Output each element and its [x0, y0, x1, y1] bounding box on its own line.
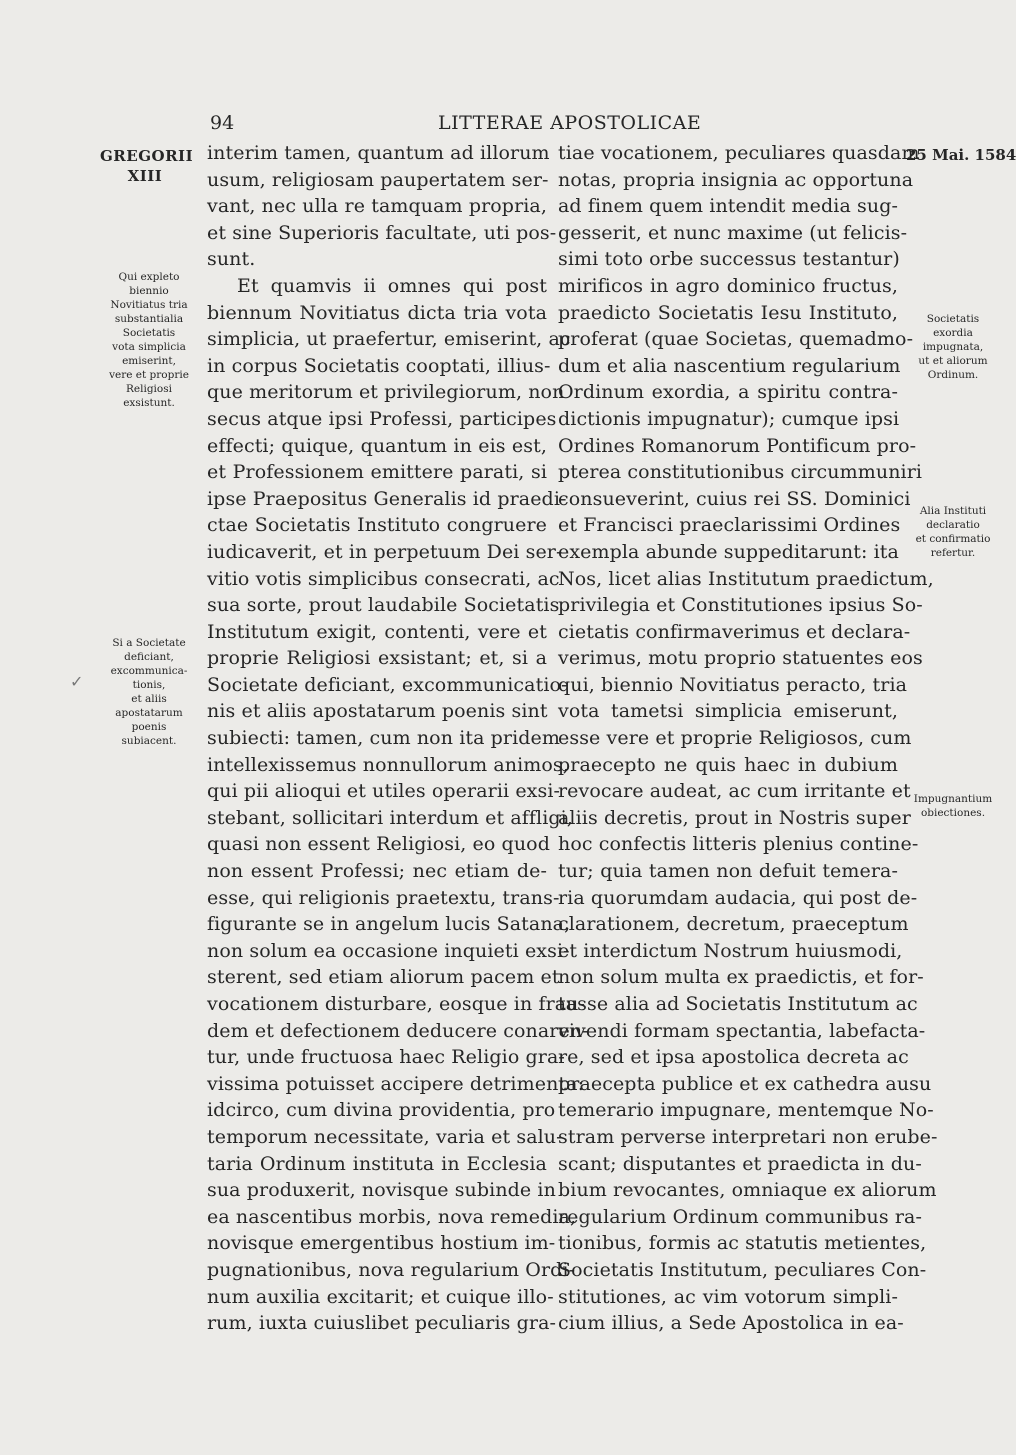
text-line: Nos, licet alias Institutum praedictum, [558, 567, 934, 590]
text-line: exempla abunde suppeditarunt: ita [558, 540, 899, 563]
text-line: revocare audeat, ac cum irritante et [558, 780, 911, 803]
text-line: verimus, motu proprio statuentes eos [558, 647, 923, 670]
text-line: sua sorte, prout laudabile Societatis [207, 594, 560, 617]
margin-note-right: Impugnantium obiectiones. [913, 793, 993, 819]
text-line: tur, unde fructuosa haec Religio gra- [207, 1046, 565, 1069]
text-line: vivendi formam spectantia, labefacta- [558, 1019, 926, 1042]
text-column-left [207, 140, 589, 1337]
text-line: Societate deficiant, excommunicatio- [207, 673, 568, 696]
text-line: ad finem quem intendit media sug- [558, 195, 898, 218]
pope-name-line: GREGORII [100, 147, 194, 165]
margin-note-right: Alia Instituti declaratio et confirmatio refertur. [915, 505, 991, 559]
text-line: iudicaverit, et in perpetuum Dei ser- [207, 540, 563, 563]
text-line: pugnationibus, nova regularium Ordi- [207, 1258, 576, 1281]
text-line: dum et alia nascentium regularium [558, 354, 901, 377]
text-line: temporum necessitate, varia et salu- [207, 1125, 563, 1148]
text-line: privilegia et Constitutiones ipsius So- [558, 594, 923, 617]
text-line: qui, biennio Novitiatus peracto, tria [558, 673, 908, 696]
document-date: 25 Mai. 1584 [906, 146, 1016, 164]
text-column-right [558, 140, 938, 1337]
text-line: tur; quia tamen non defuit temera- [558, 860, 898, 883]
text-line: pterea constitutionibus circummuniri [558, 461, 923, 484]
text-line: et Professionem emittere parati, si [207, 461, 547, 484]
text-line: vitio votis simplicibus consecrati, ac [207, 567, 560, 590]
text-line: esse, qui religionis praetextu, trans- [207, 886, 560, 909]
text-line: dem et defectionem deducere conaren- [207, 1019, 589, 1042]
text-line: sua produxerit, novisque subinde in [207, 1179, 556, 1202]
text-line: cium illius, a Sede Apostolica in ea- [558, 1312, 904, 1335]
text-line: proferat (quae Societas, quemadmo- [558, 328, 914, 351]
text-line: Et quamvis ii omnes qui post [237, 274, 547, 297]
text-line: usum, religiosam paupertatem ser- [207, 168, 549, 191]
text-line: et sine Superioris facultate, uti pos- [207, 221, 557, 244]
text-line: mirificos in agro dominico fructus, [558, 274, 898, 297]
text-line: quasi non essent Religiosi, eo quod [207, 833, 550, 856]
text-line: non essent Professi; nec etiam de- [207, 860, 547, 883]
text-line: in corpus Societatis cooptati, illius- [207, 354, 551, 377]
text-line: consueverint, cuius rei SS. Dominici [558, 487, 911, 510]
text-line: intellexissemus nonnullorum animos, [207, 753, 569, 776]
text-line: effecti; quique, quantum in eis est, [207, 434, 547, 457]
text-line: cietatis confirmaverimus et declara- [558, 620, 911, 643]
text-line: que meritorum et privilegiorum, non [207, 381, 565, 404]
text-line: vant, nec ulla re tamquam propria, [207, 195, 547, 218]
text-line: rum, iuxta cuiuslibet peculiaris gra- [207, 1312, 557, 1335]
margin-note-right: Societatis exordia impugnata, ut et aliorum Ordinum. [918, 313, 988, 381]
text-line: taria Ordinum instituta in Ecclesia [207, 1152, 547, 1175]
text-line: biennum Novitiatus dicta tria vota [207, 301, 547, 324]
text-line: tiae vocationem, peculiares quasdam [558, 142, 920, 164]
text-line: vota tametsi simplicia emiserunt, [558, 700, 898, 723]
margin-note-left: Si a Societate deficiant, excommunica- tionis, et aliis apostatarum poenis subiacent. [110, 637, 188, 747]
text-line: gesserit, et nunc maxime (ut felicis- [558, 221, 908, 244]
text-line: notas, propria insignia ac opportuna [558, 168, 914, 191]
text-line: ctae Societatis Instituto congruere [207, 514, 547, 537]
pencil-mark: ✓ [70, 672, 84, 691]
text-line: idcirco, cum divina providentia, pro [207, 1099, 556, 1122]
text-line: praedicto Societatis Iesu Instituto, [558, 301, 898, 324]
text-line: regularium Ordinum communibus ra- [558, 1205, 922, 1228]
text-line: sunt. [207, 248, 256, 271]
text-line: aliis decretis, prout in Nostris super [558, 806, 911, 829]
text-line: Ordinum exordia, a spiritu contra- [558, 381, 898, 404]
text-line: scant; disputantes et praedicta in du- [558, 1152, 922, 1175]
text-line: stitutiones, ac vim votorum simpli- [558, 1285, 898, 1308]
text-line: simplicia, ut praefertur, emiserint, ac [207, 328, 571, 351]
text-line: simi toto orbe successus testantur) [558, 248, 900, 271]
text-line: praecepta publice et ex cathedra ausu [558, 1072, 932, 1095]
text-line: stram perverse interpretari non erube- [558, 1125, 938, 1148]
text-line: secus atque ipsi Professi, participes [207, 407, 557, 430]
text-line: Ordines Romanorum Pontificum pro- [558, 434, 917, 457]
text-line: re, sed et ipsa apostolica decreta ac [558, 1046, 909, 1069]
text-line: ipse Praepositus Generalis id praedi- [207, 487, 567, 510]
page-number: 94 [210, 112, 235, 134]
text-line: non solum multa ex praedictis, et for- [558, 966, 924, 989]
text-line: ea nascentibus morbis, nova remedia, [207, 1205, 577, 1228]
text-line: proprie Religiosi exsistant; et, si a [207, 647, 547, 670]
pope-name [100, 146, 194, 186]
pope-name-line: XIII [127, 167, 163, 185]
text-line: clarationem, decretum, praeceptum [558, 913, 909, 936]
text-line: sterent, sed etiam aliorum pacem et [207, 966, 560, 989]
text-line: praecepto ne quis haec in dubium [558, 753, 898, 776]
text-line: novisque emergentibus hostium im- [207, 1232, 556, 1255]
text-line: interim tamen, quantum ad illorum [207, 142, 550, 164]
text-line: et interdictum Nostrum huiusmodi, [558, 939, 903, 962]
text-line: hoc confectis litteris plenius contine- [558, 833, 919, 856]
running-title: LITTERAE APOSTOLICAE [438, 112, 702, 134]
text-line: ria quorumdam audacia, qui post de- [558, 886, 918, 909]
margin-note-left: Qui expleto biennio Novitiatus tria substantialia Societatis vota simplicia emiserint, vere et proprie Religiosi exsistunt. [109, 271, 189, 409]
text-line: esse vere et proprie Religiosos, cum [558, 727, 912, 750]
text-line: tionibus, formis ac statutis metientes, [558, 1232, 927, 1255]
text-line: num auxilia excitarit; et cuique illo- [207, 1285, 554, 1308]
text-line: Societatis Institutum, peculiares Con- [558, 1258, 927, 1281]
text-line: stebant, sollicitari interdum et affligi, [207, 806, 573, 829]
text-line: qui pii alioqui et utiles operarii exsi- [207, 780, 561, 803]
text-line: Institutum exigit, contenti, vere et [207, 620, 547, 643]
text-line: vocationem disturbare, eosque in frau- [207, 993, 586, 1015]
text-line: non solum ea occasione inquieti exsi- [207, 939, 570, 962]
text-line: temerario impugnare, mentemque No- [558, 1099, 934, 1122]
text-line: vissima potuisset accipere detrimenta: [207, 1072, 585, 1095]
text-line: tasse alia ad Societatis Institutum ac [558, 993, 918, 1015]
text-line: bium revocantes, omniaque ex aliorum [558, 1179, 937, 1202]
text-line: et Francisci praeclarissimi Ordines [558, 514, 901, 537]
page-header [0, 112, 1000, 142]
text-line: figurante se in angelum lucis Satana, [207, 913, 571, 936]
text-line: dictionis impugnatur); cumque ipsi [558, 407, 900, 430]
text-line: subiecti: tamen, cum non ita pridem [207, 727, 561, 750]
text-line: nis et aliis apostatarum poenis sint [207, 700, 548, 723]
